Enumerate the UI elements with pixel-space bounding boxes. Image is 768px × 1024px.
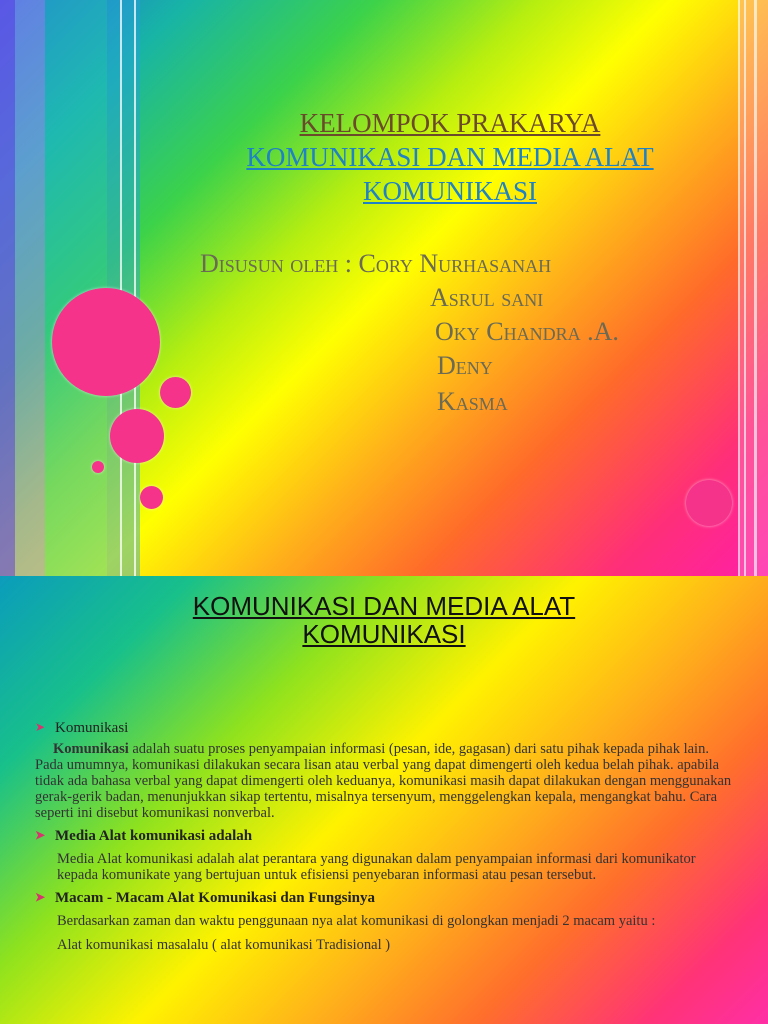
decor-stripe: [0, 0, 15, 576]
slide2-title-line1: KOMUNIKASI DAN MEDIA ALAT: [192, 591, 576, 621]
decor-line: [744, 0, 746, 576]
paragraph-bold: Komunikasi: [53, 741, 129, 757]
paragraph: Berdasarkan zaman dan waktu penggunaan nya alat komunikasi di golongkan menjadi 2 macam yaitu :: [57, 913, 656, 929]
decor-circle: [686, 480, 732, 526]
arrow-bullet-icon: ➤: [35, 890, 46, 904]
slide1-title-line1: KELOMPOK PRAKARYA: [299, 108, 601, 138]
paragraph: Alat komunikasi masalalu ( alat komunikasi Tradisional ): [57, 937, 391, 953]
bullet-item: [35, 828, 735, 845]
decor-stripe: [15, 0, 45, 576]
member-name: Oky Chandra .A.: [435, 317, 619, 346]
paragraph: [35, 741, 735, 821]
arrow-bullet-icon: ➤: [35, 720, 46, 734]
slide2-title: [0, 592, 768, 648]
decor-circle: [140, 486, 163, 509]
decor-circle: [110, 409, 164, 463]
decor-line: [120, 0, 122, 576]
bullet-text: Media Alat komunikasi adalah: [55, 828, 253, 844]
member-name: Asrul sani: [430, 283, 544, 312]
bullet-text: Komunikasi: [55, 720, 129, 736]
decor-circle: [160, 377, 191, 408]
paragraph: Media Alat komunikasi adalah alat perantara yang digunakan dalam penyampaian informasi dari komunikator kepada komunikate yang bertujuan untuk efisiensi penyebaran informasi atau pesan tersebut.: [57, 851, 696, 883]
bullet-item: [35, 720, 735, 737]
slide2-title-line2: KOMUNIKASI: [302, 619, 466, 649]
member-name: Kasma: [437, 387, 508, 416]
decor-line: [754, 0, 757, 576]
decor-line: [134, 0, 136, 576]
slide2-body: [35, 720, 735, 953]
decor-line: [738, 0, 740, 576]
decor-circle: [52, 288, 160, 396]
slide1-title-line3: KOMUNIKASI: [363, 176, 537, 206]
content-slide: [0, 576, 768, 1024]
bullet-item: [35, 890, 735, 907]
bullet-text: Macam - Macam Alat Komunikasi dan Fungsinya: [55, 890, 376, 906]
slide1-title-line2: KOMUNIKASI DAN MEDIA ALAT: [246, 142, 654, 172]
decor-circle: [92, 461, 104, 473]
author-line: Disusun oleh : Cory Nurhasanah: [200, 249, 552, 278]
paragraph-text: adalah suatu proses penyampaian informasi (pesan, ide, gagasan) dari satu pihak kepada pihak lain. Pada umumnya, komunikasi dilakukan secara lisan atau verbal yang dapat dimengerti oleh kedua belah pihak. apabila tidak ada bahasa verbal yang dapat dimengerti oleh keduanya, komunikasi masih dapat dilakukan dengan menggunakan gerak-gerik badan, menunjukkan sikap tertentu, misalnya tersenyum, menggelengkan kepala, mengangkat bahu. Cara seperti ini disebut komunikasi nonverbal.: [35, 741, 732, 821]
member-name: Deny: [437, 351, 493, 380]
arrow-bullet-icon: ➤: [35, 828, 46, 842]
